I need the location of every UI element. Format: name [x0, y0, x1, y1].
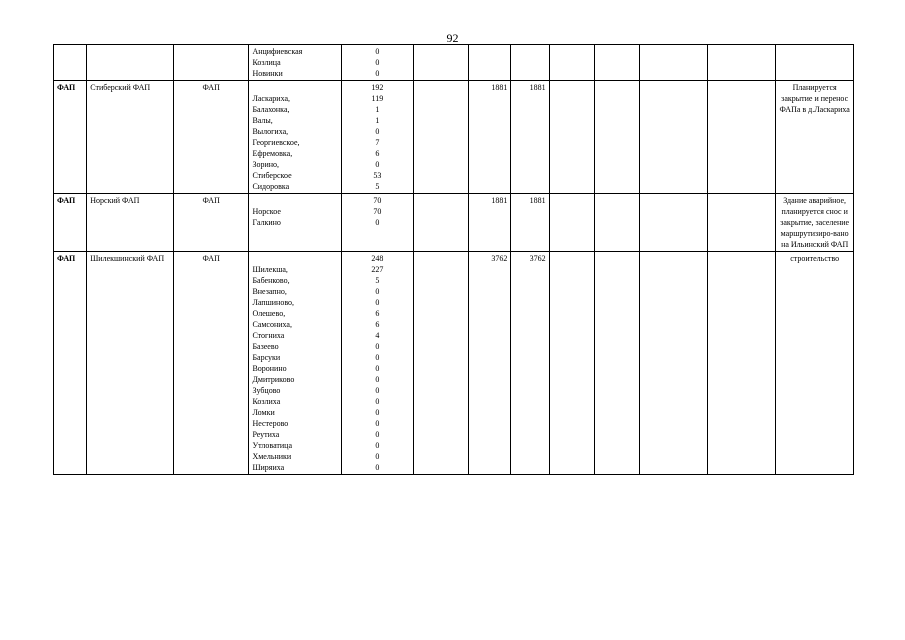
- population-value: 0: [375, 218, 380, 227]
- settlement-name: Барсуки: [252, 353, 281, 362]
- settlement-name: Балахонка,: [252, 105, 290, 114]
- facility-kind-cell: ФАП: [173, 252, 249, 475]
- settlement-name: Самсониха,: [252, 320, 292, 329]
- facility-name-cell: Стиберский ФАП: [87, 81, 174, 194]
- empty-cell: [594, 45, 639, 81]
- settlement-name: Внезапно,: [252, 287, 287, 296]
- note-cell: строительство: [776, 252, 854, 475]
- empty-cell: [594, 81, 639, 194]
- population-value: 248: [371, 254, 384, 263]
- settlement-name: Ефремовка,: [252, 149, 293, 158]
- value2-cell: 1881: [511, 81, 549, 194]
- population-value: 1: [375, 105, 380, 114]
- settlement-name: Дмитриково: [252, 375, 295, 384]
- value2-cell: 3762: [511, 252, 549, 475]
- empty-cell: [549, 81, 594, 194]
- population-value: 0: [375, 342, 380, 351]
- population-value: 0: [375, 430, 380, 439]
- empty-cell: [413, 45, 468, 81]
- empty-cell: [413, 81, 468, 194]
- facility-name-cell: Норский ФАП: [87, 194, 174, 252]
- population-value: 7: [375, 138, 380, 147]
- settlement-name: Сидоровка: [252, 182, 290, 191]
- facility-name-cell: Шилекшинский ФАП: [87, 252, 174, 475]
- population-value: 0: [375, 298, 380, 307]
- population-value: 5: [375, 276, 380, 285]
- table-row: [54, 45, 854, 81]
- value1-cell: [469, 45, 511, 81]
- settlement-name: Ласкариха,: [252, 94, 291, 103]
- population-value: 192: [371, 83, 384, 92]
- population-value: 6: [375, 320, 380, 329]
- facility-kind-cell: [173, 45, 249, 81]
- settlement-name: Валы,: [252, 116, 273, 125]
- empty-cell: [640, 81, 708, 194]
- table-row: [54, 194, 854, 252]
- table-row: [54, 81, 854, 194]
- population-value: 6: [375, 309, 380, 318]
- settlement-name: Базеево: [252, 342, 279, 351]
- settlement-name: Бабенково,: [252, 276, 290, 285]
- settlement-name: Нестерово: [252, 419, 289, 428]
- settlement-name: Реутиха: [252, 430, 280, 439]
- population-cell: [342, 81, 414, 194]
- settlements-cell: [249, 194, 342, 252]
- population-value: 0: [375, 69, 380, 78]
- population-value: 0: [375, 441, 380, 450]
- empty-cell: [594, 252, 639, 475]
- population-value: 53: [373, 171, 382, 180]
- population-value: 0: [375, 408, 380, 417]
- settlement-name: Анцифиевская: [252, 47, 303, 56]
- population-value: 0: [375, 397, 380, 406]
- note-cell: [776, 45, 854, 81]
- note-cell: Планируется закрытие и перенос ФАПа в д.Ласкариха: [776, 81, 854, 194]
- empty-cell: [640, 45, 708, 81]
- population-value: 0: [375, 452, 380, 461]
- population-value: 4: [375, 331, 380, 340]
- empty-cell: [413, 252, 468, 475]
- value2-cell: 1881: [511, 194, 549, 252]
- population-value: 0: [375, 364, 380, 373]
- empty-cell: [549, 194, 594, 252]
- settlement-name: [252, 253, 338, 264]
- population-value: 0: [375, 463, 380, 472]
- settlement-name: Ширяиха: [252, 463, 285, 472]
- settlements-cell: [249, 45, 342, 81]
- empty-cell: [640, 194, 708, 252]
- settlement-name: Лапшиново,: [252, 298, 295, 307]
- value1-cell: 3762: [469, 252, 511, 475]
- page-number: 92: [446, 31, 459, 45]
- empty-cell: [549, 45, 594, 81]
- facility-kind-cell: ФАП: [173, 194, 249, 252]
- settlement-name: Утловатица: [252, 441, 293, 450]
- empty-cell: [707, 81, 776, 194]
- facility-name-cell: [87, 45, 174, 81]
- settlement-name: Воронино: [252, 364, 287, 373]
- population-value: 119: [371, 94, 384, 103]
- population-value: 1: [375, 116, 380, 125]
- settlement-name: [252, 195, 338, 206]
- population-value: 0: [375, 58, 380, 67]
- settlement-name: Козлица: [252, 58, 281, 67]
- population-value: 6: [375, 149, 380, 158]
- population-value: 0: [375, 160, 380, 169]
- value1-cell: 1881: [469, 194, 511, 252]
- population-cell: [342, 45, 414, 81]
- population-value: 0: [375, 386, 380, 395]
- settlement-name: Норское: [252, 207, 281, 216]
- settlement-name: Козлиха: [252, 397, 281, 406]
- facility-kind-cell: ФАП: [173, 81, 249, 194]
- settlement-name: Шилекша,: [252, 265, 288, 274]
- table-row: [54, 252, 854, 475]
- population-value: 70: [373, 207, 382, 216]
- facility-type-cell: [54, 45, 87, 81]
- settlement-name: Хмельники: [252, 452, 292, 461]
- settlement-name: Галкино: [252, 218, 281, 227]
- population-cell: [342, 252, 414, 475]
- empty-cell: [413, 194, 468, 252]
- population-value: 227: [371, 265, 384, 274]
- population-value: 70: [373, 196, 382, 205]
- value1-cell: 1881: [469, 81, 511, 194]
- settlements-cell: [249, 252, 342, 475]
- empty-cell: [640, 252, 708, 475]
- settlement-name: Георгиевское,: [252, 138, 300, 147]
- note-cell: Здание аварийное, планируется снос и закрытие, заселение маршрутизиро-вано на Ильинский ФАП: [776, 194, 854, 252]
- settlement-name: Новинки: [252, 69, 283, 78]
- empty-cell: [707, 45, 776, 81]
- settlement-name: Стогниха: [252, 331, 285, 340]
- value2-cell: [511, 45, 549, 81]
- empty-cell: [707, 252, 776, 475]
- settlement-name: Вылогиха,: [252, 127, 289, 136]
- settlement-name: Стиберское: [252, 171, 292, 180]
- empty-cell: [707, 194, 776, 252]
- settlement-name: Олешево,: [252, 309, 286, 318]
- population-value: 0: [375, 127, 380, 136]
- population-value: 0: [375, 47, 380, 56]
- population-value: 0: [375, 419, 380, 428]
- facilities-table: [53, 44, 854, 475]
- facility-type-cell: ФАП: [54, 252, 87, 475]
- empty-cell: [549, 252, 594, 475]
- settlements-cell: [249, 81, 342, 194]
- facility-type-cell: ФАП: [54, 194, 87, 252]
- settlement-name: Зубцово: [252, 386, 281, 395]
- facility-type-cell: ФАП: [54, 81, 87, 194]
- settlement-name: Зорино,: [252, 160, 280, 169]
- empty-cell: [594, 194, 639, 252]
- population-value: 5: [375, 182, 380, 191]
- population-value: 0: [375, 375, 380, 384]
- population-value: 0: [375, 353, 380, 362]
- population-value: 0: [375, 287, 380, 296]
- settlement-name: [252, 82, 338, 93]
- population-cell: [342, 194, 414, 252]
- settlement-name: Ломки: [252, 408, 275, 417]
